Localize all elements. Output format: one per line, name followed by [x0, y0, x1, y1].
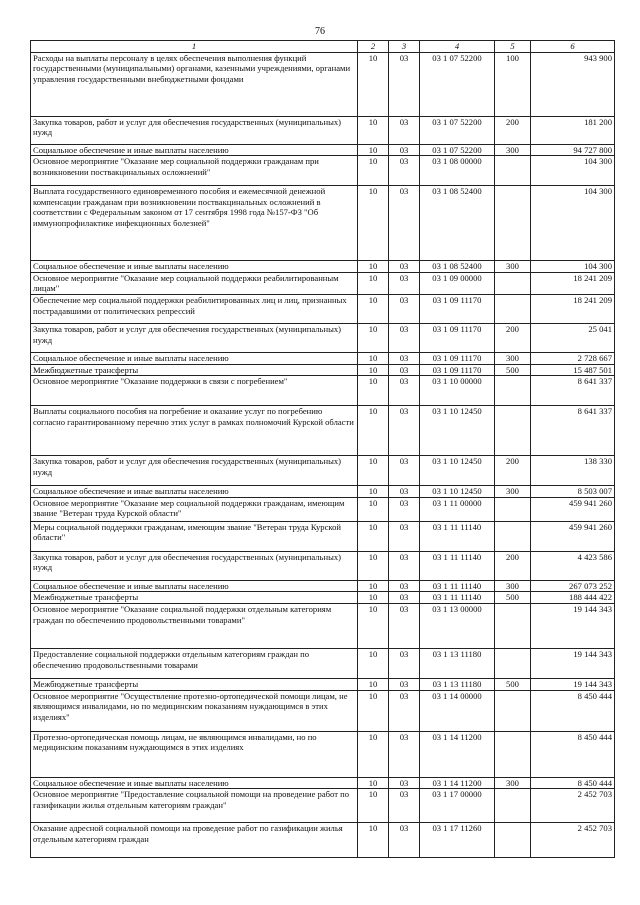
row-subsection: 03 — [389, 789, 420, 823]
row-name: Основное мероприятие "Оказание мер социальной поддержки реабилитированным лицам" — [31, 272, 358, 294]
row-subsection: 03 — [389, 156, 420, 186]
row-subsection: 03 — [389, 352, 420, 364]
row-amount: 8 503 007 — [531, 486, 615, 498]
row-section: 10 — [358, 294, 389, 323]
row-target-article: 03 1 09 11170 — [420, 364, 495, 376]
row-amount: 8 450 444 — [531, 777, 615, 789]
row-section: 10 — [358, 486, 389, 498]
row-expense-type: 300 — [495, 261, 531, 273]
table-row — [31, 186, 615, 261]
row-target-article: 03 1 08 52400 — [420, 261, 495, 273]
table-row — [31, 497, 615, 521]
row-amount: 2 452 703 — [531, 823, 615, 858]
row-expense-type — [495, 789, 531, 823]
row-name: Выплаты социального пособия на погребение и оказание услуг по погребению согласно гарантированному перечню этих услуг в рамках полномочий Курской области — [31, 406, 358, 456]
row-target-article: 03 1 10 12450 — [420, 456, 495, 486]
table-row — [31, 352, 615, 364]
row-expense-type — [495, 521, 531, 551]
row-expense-type: 500 — [495, 592, 531, 604]
row-amount: 15 487 501 — [531, 364, 615, 376]
row-section: 10 — [358, 364, 389, 376]
row-expense-type — [495, 156, 531, 186]
table-row — [31, 376, 615, 406]
row-target-article: 03 1 10 12450 — [420, 406, 495, 456]
row-name: Основное мероприятие "Оказание мер социальной поддержки гражданам, имеющим звание "Ветеран труда Курской области" — [31, 497, 358, 521]
row-section: 10 — [358, 497, 389, 521]
row-subsection: 03 — [389, 678, 420, 690]
row-amount: 188 444 422 — [531, 592, 615, 604]
row-subsection: 03 — [389, 551, 420, 580]
row-amount: 8 450 444 — [531, 690, 615, 731]
row-name: Предоставление социальной поддержки отдельным категориям граждан по обеспечению продовольственными товарами — [31, 648, 358, 678]
row-section: 10 — [358, 456, 389, 486]
row-section: 10 — [358, 551, 389, 580]
row-expense-type: 200 — [495, 456, 531, 486]
row-subsection: 03 — [389, 603, 420, 648]
row-target-article: 03 1 14 11200 — [420, 731, 495, 777]
row-name: Социальное обеспечение и иные выплаты населению — [31, 261, 358, 273]
row-amount: 8 641 337 — [531, 406, 615, 456]
table-row — [31, 456, 615, 486]
row-section: 10 — [358, 777, 389, 789]
table-row — [31, 406, 615, 456]
header-cell: 1 — [31, 41, 358, 53]
row-section: 10 — [358, 678, 389, 690]
row-amount: 25 041 — [531, 323, 615, 352]
table-row — [31, 789, 615, 823]
row-target-article: 03 1 11 11140 — [420, 551, 495, 580]
row-expense-type — [495, 376, 531, 406]
row-amount: 267 073 252 — [531, 580, 615, 592]
row-expense-type: 200 — [495, 323, 531, 352]
row-target-article: 03 1 09 11170 — [420, 294, 495, 323]
table-row — [31, 592, 615, 604]
row-section: 10 — [358, 603, 389, 648]
table-body — [31, 52, 615, 858]
row-name: Протезно-ортопедическая помощь лицам, не являющимся инвалидами, но по медицинским показаниям нуждающимся в этих изделиях — [31, 731, 358, 777]
row-amount: 181 200 — [531, 116, 615, 144]
row-name: Расходы на выплаты персоналу в целях обеспечения выполнения функций государственными (муниципальными) органами, казенными учреждениями, органами управления государственными внебюджетными фондами — [31, 52, 358, 116]
row-subsection: 03 — [389, 323, 420, 352]
row-amount: 2 452 703 — [531, 789, 615, 823]
row-expense-type — [495, 648, 531, 678]
row-subsection: 03 — [389, 521, 420, 551]
row-target-article: 03 1 14 00000 — [420, 690, 495, 731]
row-name: Основное мероприятие "Оказание поддержки в связи с погребением" — [31, 376, 358, 406]
row-subsection: 03 — [389, 406, 420, 456]
row-name: Закупка товаров, работ и услуг для обеспечения государственных (муниципальных) нужд — [31, 323, 358, 352]
row-section: 10 — [358, 156, 389, 186]
row-name: Обеспечение мер социальной поддержки реабилитированных лиц и лиц, признанных пострадавшими от политических репрессий — [31, 294, 358, 323]
row-section: 10 — [358, 592, 389, 604]
row-amount: 4 423 586 — [531, 551, 615, 580]
table-row — [31, 144, 615, 156]
row-amount: 19 144 343 — [531, 603, 615, 648]
table-row — [31, 690, 615, 731]
row-section: 10 — [358, 116, 389, 144]
row-name: Основное мероприятие "Осуществление протезно-ортопедической помощи лицам, не являющимся инвалидами, но по медицинским показаниям нуждающимся в этих изделиях" — [31, 690, 358, 731]
budget-table — [30, 40, 615, 858]
row-name: Основное мероприятие "Оказание социальной поддержки отдельным категориям граждан по обеспечению продовольственными товарами" — [31, 603, 358, 648]
row-amount: 459 941 260 — [531, 497, 615, 521]
row-name: Закупка товаров, работ и услуг для обеспечения государственных (муниципальных) нужд — [31, 116, 358, 144]
row-expense-type — [495, 823, 531, 858]
row-subsection: 03 — [389, 116, 420, 144]
table-header-row — [31, 41, 615, 53]
row-expense-type: 300 — [495, 352, 531, 364]
row-target-article: 03 1 08 00000 — [420, 156, 495, 186]
row-subsection: 03 — [389, 261, 420, 273]
row-expense-type — [495, 294, 531, 323]
row-target-article: 03 1 08 52400 — [420, 186, 495, 261]
row-target-article: 03 1 09 11170 — [420, 352, 495, 364]
row-target-article: 03 1 10 12450 — [420, 486, 495, 498]
row-name: Закупка товаров, работ и услуг для обеспечения государственных (муниципальных) нужд — [31, 456, 358, 486]
row-subsection: 03 — [389, 648, 420, 678]
table-row — [31, 323, 615, 352]
table-row — [31, 521, 615, 551]
row-target-article: 03 1 09 00000 — [420, 272, 495, 294]
row-subsection: 03 — [389, 823, 420, 858]
row-amount: 943 900 — [531, 52, 615, 116]
table-row — [31, 52, 615, 116]
row-section: 10 — [358, 261, 389, 273]
row-name: Социальное обеспечение и иные выплаты населению — [31, 352, 358, 364]
row-subsection: 03 — [389, 144, 420, 156]
row-subsection: 03 — [389, 486, 420, 498]
table-row — [31, 261, 615, 273]
row-expense-type: 200 — [495, 116, 531, 144]
table-row — [31, 580, 615, 592]
row-subsection: 03 — [389, 294, 420, 323]
row-section: 10 — [358, 352, 389, 364]
row-target-article: 03 1 09 11170 — [420, 323, 495, 352]
header-cell: 4 — [420, 41, 495, 53]
row-amount: 104 300 — [531, 186, 615, 261]
row-amount: 8 641 337 — [531, 376, 615, 406]
row-section: 10 — [358, 323, 389, 352]
row-amount: 138 330 — [531, 456, 615, 486]
row-subsection: 03 — [389, 52, 420, 116]
table-row — [31, 731, 615, 777]
row-section: 10 — [358, 823, 389, 858]
row-name: Социальное обеспечение и иные выплаты населению — [31, 777, 358, 789]
row-target-article: 03 1 11 11140 — [420, 592, 495, 604]
table-row — [31, 551, 615, 580]
row-target-article: 03 1 17 11260 — [420, 823, 495, 858]
row-amount: 94 727 800 — [531, 144, 615, 156]
page-number: 76 — [315, 26, 325, 37]
row-target-article: 03 1 10 00000 — [420, 376, 495, 406]
table-row — [31, 116, 615, 144]
row-target-article: 03 1 07 52200 — [420, 116, 495, 144]
row-subsection: 03 — [389, 186, 420, 261]
row-target-article: 03 1 07 52200 — [420, 52, 495, 116]
row-target-article: 03 1 11 11140 — [420, 580, 495, 592]
row-name: Основное мероприятие "Предоставление социальной помощи на проведение работ по газификации жилья отдельным категориям граждан" — [31, 789, 358, 823]
table-row — [31, 648, 615, 678]
row-section: 10 — [358, 690, 389, 731]
row-name: Социальное обеспечение и иные выплаты населению — [31, 486, 358, 498]
row-expense-type — [495, 497, 531, 521]
row-name: Межбюджетные трансферты — [31, 678, 358, 690]
table-row — [31, 156, 615, 186]
row-section: 10 — [358, 186, 389, 261]
row-target-article: 03 1 11 00000 — [420, 497, 495, 521]
row-expense-type: 200 — [495, 551, 531, 580]
row-subsection: 03 — [389, 497, 420, 521]
table-row — [31, 603, 615, 648]
header-cell: 5 — [495, 41, 531, 53]
row-expense-type: 300 — [495, 777, 531, 789]
row-expense-type — [495, 603, 531, 648]
row-amount: 104 300 — [531, 156, 615, 186]
row-amount: 19 144 343 — [531, 678, 615, 690]
row-target-article: 03 1 14 11200 — [420, 777, 495, 789]
row-target-article: 03 1 11 11140 — [420, 521, 495, 551]
row-amount: 8 450 444 — [531, 731, 615, 777]
row-subsection: 03 — [389, 592, 420, 604]
row-name: Основное мероприятие "Оказание мер социальной поддержки гражданам при возникновении поствакцинальных осложнений" — [31, 156, 358, 186]
table-row — [31, 364, 615, 376]
row-amount: 18 241 209 — [531, 294, 615, 323]
row-target-article: 03 1 07 52200 — [420, 144, 495, 156]
row-subsection: 03 — [389, 272, 420, 294]
header-cell: 2 — [358, 41, 389, 53]
row-target-article: 03 1 13 00000 — [420, 603, 495, 648]
table-row — [31, 823, 615, 858]
row-name: Закупка товаров, работ и услуг для обеспечения государственных (муниципальных) нужд — [31, 551, 358, 580]
row-expense-type — [495, 406, 531, 456]
row-expense-type: 300 — [495, 580, 531, 592]
row-expense-type: 100 — [495, 52, 531, 116]
row-amount: 19 144 343 — [531, 648, 615, 678]
row-name: Межбюджетные трансферты — [31, 592, 358, 604]
row-amount: 104 300 — [531, 261, 615, 273]
row-expense-type: 500 — [495, 364, 531, 376]
row-section: 10 — [358, 648, 389, 678]
row-subsection: 03 — [389, 376, 420, 406]
row-target-article: 03 1 13 11180 — [420, 648, 495, 678]
row-subsection: 03 — [389, 690, 420, 731]
row-name: Социальное обеспечение и иные выплаты населению — [31, 580, 358, 592]
row-section: 10 — [358, 272, 389, 294]
row-section: 10 — [358, 731, 389, 777]
row-expense-type: 300 — [495, 144, 531, 156]
table-row — [31, 486, 615, 498]
row-expense-type — [495, 186, 531, 261]
row-subsection: 03 — [389, 580, 420, 592]
row-target-article: 03 1 13 11180 — [420, 678, 495, 690]
row-subsection: 03 — [389, 777, 420, 789]
row-expense-type: 500 — [495, 678, 531, 690]
row-expense-type — [495, 272, 531, 294]
row-section: 10 — [358, 406, 389, 456]
table-row — [31, 678, 615, 690]
row-subsection: 03 — [389, 364, 420, 376]
row-subsection: 03 — [389, 456, 420, 486]
table-row — [31, 272, 615, 294]
row-section: 10 — [358, 580, 389, 592]
header-cell: 6 — [531, 41, 615, 53]
row-expense-type: 300 — [495, 486, 531, 498]
row-name: Выплата государственного единовременного пособия и ежемесячной денежной компенсации гражданам при возникновении поствакцинальных осложнений в соответствии с Федеральным законом от 17 сентября 1998 года №157-ФЗ "Об иммунопрофилактике инфекционных болезней" — [31, 186, 358, 261]
row-section: 10 — [358, 521, 389, 551]
row-expense-type — [495, 690, 531, 731]
row-subsection: 03 — [389, 731, 420, 777]
row-name: Межбюджетные трансферты — [31, 364, 358, 376]
row-name: Оказание адресной социальной помощи на проведение работ по газификации жилья отдельным категориям граждан — [31, 823, 358, 858]
table-row — [31, 294, 615, 323]
row-amount: 18 241 209 — [531, 272, 615, 294]
table-row — [31, 777, 615, 789]
row-section: 10 — [358, 52, 389, 116]
row-amount: 459 941 260 — [531, 521, 615, 551]
row-section: 10 — [358, 789, 389, 823]
row-section: 10 — [358, 376, 389, 406]
row-expense-type — [495, 731, 531, 777]
header-cell: 3 — [389, 41, 420, 53]
row-name: Меры социальной поддержки гражданам, имеющим звание "Ветеран труда Курской области" — [31, 521, 358, 551]
row-target-article: 03 1 17 00000 — [420, 789, 495, 823]
row-name: Социальное обеспечение и иные выплаты населению — [31, 144, 358, 156]
row-amount: 2 728 667 — [531, 352, 615, 364]
row-section: 10 — [358, 144, 389, 156]
